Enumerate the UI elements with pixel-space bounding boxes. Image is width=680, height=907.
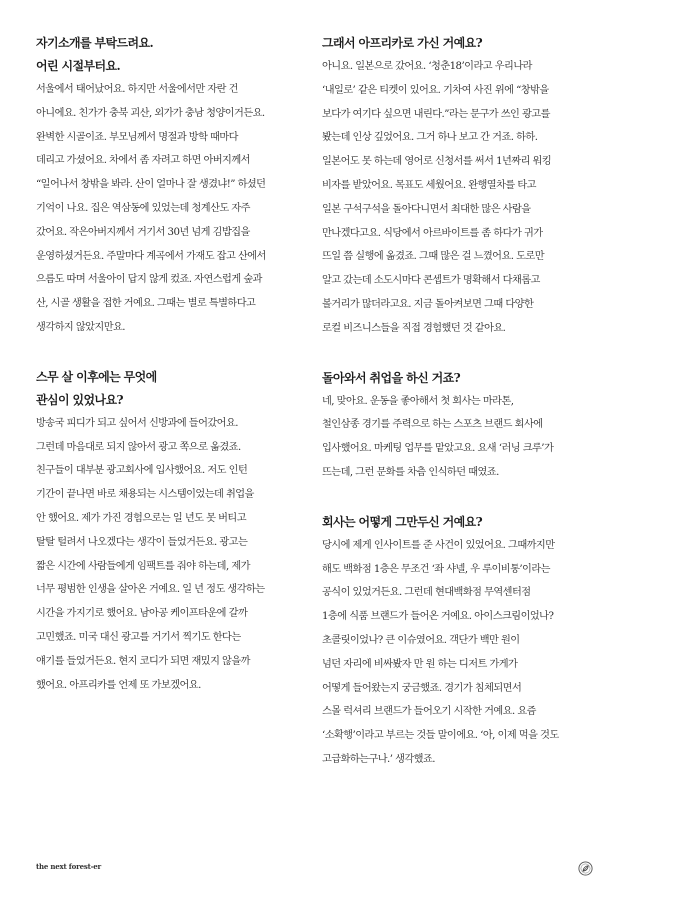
answer-text: 스몰 럭셔리 브랜드가 들어오기 시작한 거예요. 요즘 <box>322 706 536 718</box>
answer-text: 생각하지 않았지만요. <box>36 321 125 333</box>
answer-text: 보다가 여기다 싶으면 내린다.”라는 문구가 쓰인 광고를 <box>322 108 550 120</box>
answer-text: 기간이 끝나면 바로 채용되는 시스템이었는데 취업을 <box>36 489 254 501</box>
right-column <box>322 32 622 798</box>
answer-text: 서울에서 태어났어요. 하지만 서울에서만 자란 건 <box>36 84 238 95</box>
qa-section <box>36 32 332 340</box>
answer-text: 아니요. 일본으로 갔어요. ‘청춘18’이라고 우리나라 <box>322 61 532 72</box>
answer-text: 해도 백화점 1층은 무조건 ‘좌 샤넬, 우 루이비통’이라는 <box>322 563 550 575</box>
left-column <box>36 32 332 723</box>
answer-text: 넘던 자리에 비싸봤자 만 원 하는 디저트 가게가 <box>322 658 518 670</box>
answer-text: 공식이 있었거든요. 그런데 현대백화점 무역센터점 <box>322 587 531 599</box>
answer-text: 비자를 받았어요. 목표도 세웠어요. 완행열차를 타고 <box>322 179 536 191</box>
qa-section <box>36 366 332 698</box>
answer-text: 봤는데 인상 깊었어요. 그거 하나 보고 간 거죠. 하하. <box>322 132 538 144</box>
answer-text: 짧은 시간에 사람들에게 임팩트를 줘야 하는데, 제가 <box>36 560 250 572</box>
circular-leaf-logo-icon <box>578 861 593 876</box>
question-heading: 스무 살 이후에는 무엇에 <box>36 369 157 384</box>
answer-text: 탈탈 털려서 나오겠다는 생각이 들었거든요. 광고는 <box>36 536 248 548</box>
answer-text: 일본어도 못 하는데 영어로 신청서를 써서 1년짜리 워킹 <box>322 156 552 168</box>
answer-text: 방송국 피디가 되고 싶어서 신방과에 들어갔어요. <box>36 417 238 429</box>
answer-text: 어떻게 들어왔는지 궁금했죠. 경기가 침체되면서 <box>322 682 522 694</box>
answer-text: 볼거리가 많더라고요. 지금 돌아켜보면 그때 다양한 <box>322 298 534 310</box>
answer-text: 친구들이 대부분 광고회사에 입사했어요. 저도 인턴 <box>36 465 248 477</box>
footer-brand: the next forest-er <box>36 862 102 871</box>
qa-section <box>322 32 622 341</box>
answer-text: 했어요. 아프리카를 언제 또 가보겠어요. <box>36 679 201 691</box>
answer-text: ‘내일로’ 같은 티켓이 있어요. 기차여 사진 위에 “창밖을 <box>322 84 549 96</box>
question-heading: 회사는 어떻게 그만두신 거예요? <box>322 514 483 529</box>
qa-section <box>322 511 622 772</box>
answer-text: 고민했죠. 미국 대신 광고를 거기서 찍기도 한다는 <box>36 631 241 643</box>
answer-text: 운영하셨거든요. 주말마다 계곡에서 가재도 잡고 산에서 <box>36 250 266 262</box>
answer-text: 산, 시골 생활을 접한 거예요. 그때는 별로 특별하다고 <box>36 298 256 310</box>
answer-text: ‘소확행’이라고 부르는 것들 말이에요. ‘아, 이제 먹을 것도 <box>322 730 559 742</box>
answer-text: 뜨는데, 그런 문화를 차츰 인식하던 때였죠. <box>322 466 499 478</box>
answer-text: 완벽한 시골이죠. 부모님께서 명절과 방학 때마다 <box>36 131 238 143</box>
answer-text: 로컬 비즈니스들을 직접 경험했던 것 같아요. <box>322 322 506 334</box>
answer-text: 아니에요. 친가가 충북 괴산, 외가가 충남 청양이거든요. <box>36 107 265 119</box>
answer-text: 1층에 식품 브랜드가 들어온 거예요. 아이스크림이었나? <box>322 611 554 623</box>
answer-text: 시간을 가지기로 했어요. 남아공 케이프타운에 갈까 <box>36 608 248 620</box>
qa-section <box>322 367 622 485</box>
answer-text: 으름도 따며 서울아이 답지 않게 컸죠. 자연스럽게 숲과 <box>36 274 262 286</box>
answer-text: 안 했어요. 제가 가진 경험으로는 일 년도 못 버티고 <box>36 512 247 524</box>
answer-text: “일어나서 창밖을 봐라. 산이 얼마나 잘 생겼냐!” 하셨던 <box>36 179 266 191</box>
answer-text: 너무 평범한 인생을 살아온 거예요. 일 년 정도 생각하는 <box>36 584 265 596</box>
answer-text: 알고 갔는데 소도시마다 콘셉트가 명확해서 다채롭고 <box>322 275 540 287</box>
question-heading: 돌아와서 취업을 하신 거죠? <box>322 370 461 385</box>
question-heading: 그래서 아프리카로 가신 거예요? <box>322 36 483 50</box>
answer-text: 기억이 나요. 집은 역삼동에 있었는데 청계산도 자주 <box>36 202 250 214</box>
question-heading: 관심이 있었나요? <box>36 392 123 407</box>
answer-text: 고급화하는구나.’ 생각했죠. <box>322 753 435 765</box>
question-heading: 자기소개를 부탁드려요. <box>36 36 154 50</box>
answer-text: 뜨일 쯤 실행에 옮겼죠. 그때 많은 걸 느꼈어요. 도로만 <box>322 251 544 263</box>
answer-text: 당시에 제게 인사이트를 준 사건이 있었어요. 그때까지만 <box>322 539 555 551</box>
answer-text: 갔어요. 작은아버지께서 거기서 30년 넘게 김밥집을 <box>36 226 250 238</box>
question-heading: 어린 시절부터요. <box>36 59 121 73</box>
answer-text: 그런데 마음대로 되지 않아서 광고 쪽으로 옮겼죠. <box>36 441 241 453</box>
answer-text: 얘기를 들었거든요. 현지 코디가 되면 재밌지 않을까 <box>36 655 250 667</box>
answer-text: 데리고 가셨어요. 차에서 좀 자려고 하면 아버지께서 <box>36 155 250 167</box>
answer-text: 초콜릿이었나? 큰 이슈였어요. 객단가 백만 원이 <box>322 634 520 646</box>
answer-text: 일본 구석구석을 돌아다니면서 최대한 많은 사람을 <box>322 203 531 215</box>
answer-text: 만나겠다고요. 식당에서 아르바이트를 좀 하다가 귀가 <box>322 227 543 239</box>
answer-text: 네, 맞아요. 운동을 좋아해서 첫 회사는 마라톤, <box>322 395 514 407</box>
answer-text: 입사했어요. 마케팅 업무를 맡았고요. 요새 ‘러닝 크루’가 <box>322 443 554 455</box>
answer-text: 철인삼종 경기를 주력으로 하는 스포츠 브랜드 회사에 <box>322 419 543 431</box>
